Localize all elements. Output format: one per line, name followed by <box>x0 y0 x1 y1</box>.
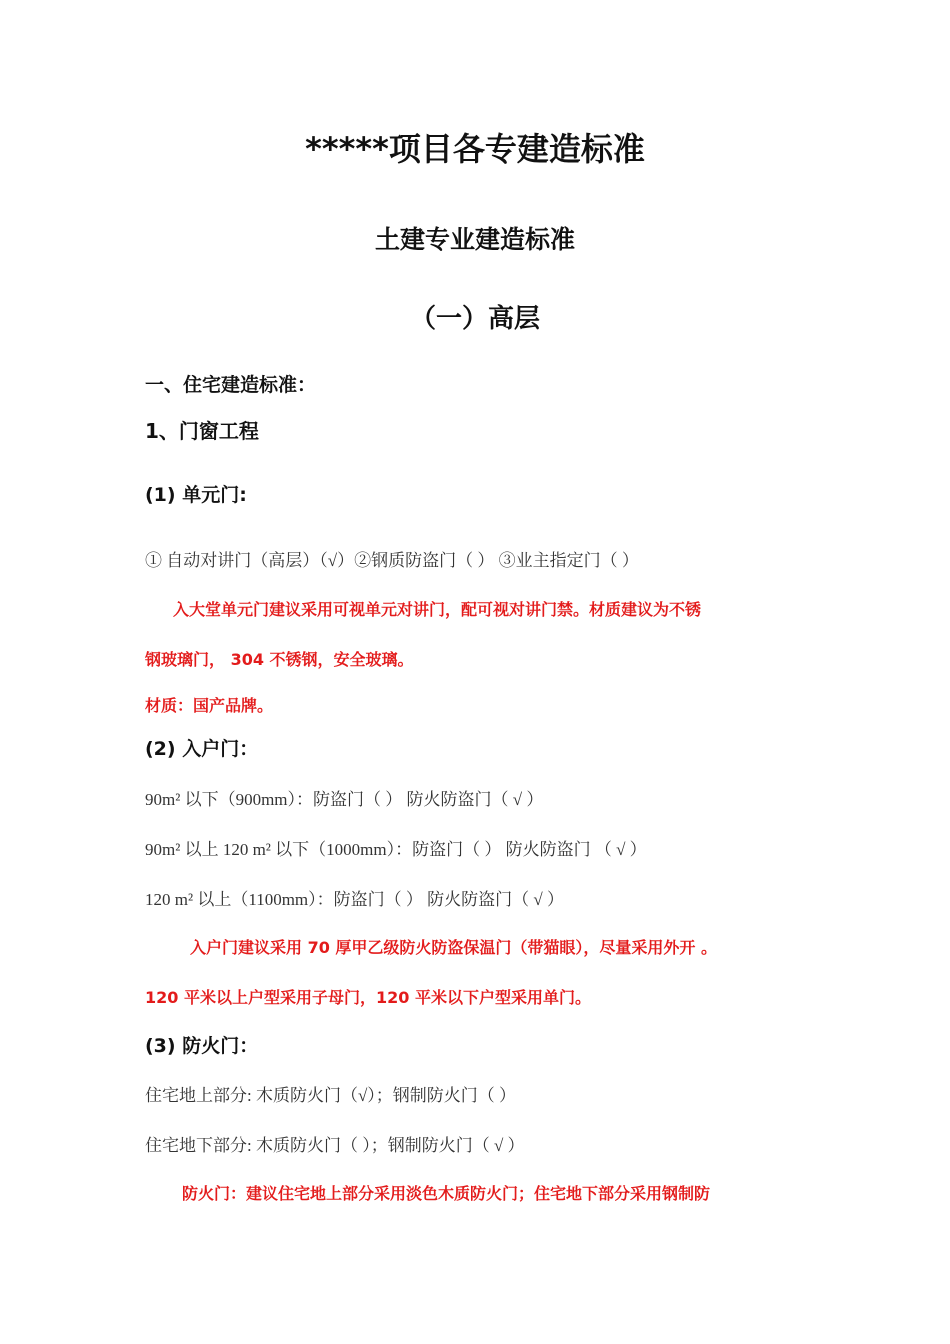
fire-door-note-line-1: 防火门：建议住宅地上部分采用淡色木质防火门；住宅地下部分采用钢制防 <box>182 1184 711 1203</box>
section-title: （一）高层 <box>409 304 540 334</box>
unit-door-note-line-2: 钢玻璃门， 304 不锈钢，安全玻璃。 <box>145 650 414 669</box>
unit-door-options: ① 自动对讲门（高层）（√）②钢质防盗门（ ） ③业主指定门（ ） <box>145 551 639 570</box>
unit-door-note-line-3: 材质：国产品牌。 <box>145 696 274 715</box>
heading-doors-windows: 1、门窗工程 <box>145 419 259 443</box>
heading-unit-door: (1) 单元门: <box>145 484 247 506</box>
fire-door-row-1: 住宅地上部分: 木质防火门（√）；钢制防火门（ ） <box>145 1086 517 1105</box>
fire-door-row-2: 住宅地下部分: 木质防火门（ ）；钢制防火门（ √ ） <box>145 1136 525 1155</box>
document-title: *****项目各专建造标准 <box>305 130 645 168</box>
entry-door-row-2: 90m² 以上 120 m² 以下（1000mm）：防盗门（ ） 防火防盗门 （ √ ） <box>145 840 647 859</box>
entry-door-note-line-2: 120 平米以上户型采用子母门，120 平米以下户型采用单门。 <box>145 988 591 1007</box>
entry-door-note-line-1: 入户门建议采用 70 厚甲乙级防火防盗保温门（带猫眼），尽量采用外开 。 <box>190 938 717 957</box>
heading-entry-door: (2) 入户门： <box>145 738 259 760</box>
entry-door-row-1: 90m² 以下（900mm）：防盗门（ ） 防火防盗门（ √ ） <box>145 790 544 809</box>
heading-residential-standard: 一、住宅建造标准： <box>145 374 317 396</box>
entry-door-row-3: 120 m² 以上（1100mm）：防盗门（ ） 防火防盗门（ √ ） <box>145 890 564 909</box>
unit-door-note-line-1: 入大堂单元门建议采用可视单元对讲门，配可视对讲门禁。材质建议为不锈 <box>173 600 702 619</box>
heading-fire-door: (3) 防火门： <box>145 1035 259 1057</box>
document-subtitle: 土建专业建造标准 <box>374 225 575 254</box>
